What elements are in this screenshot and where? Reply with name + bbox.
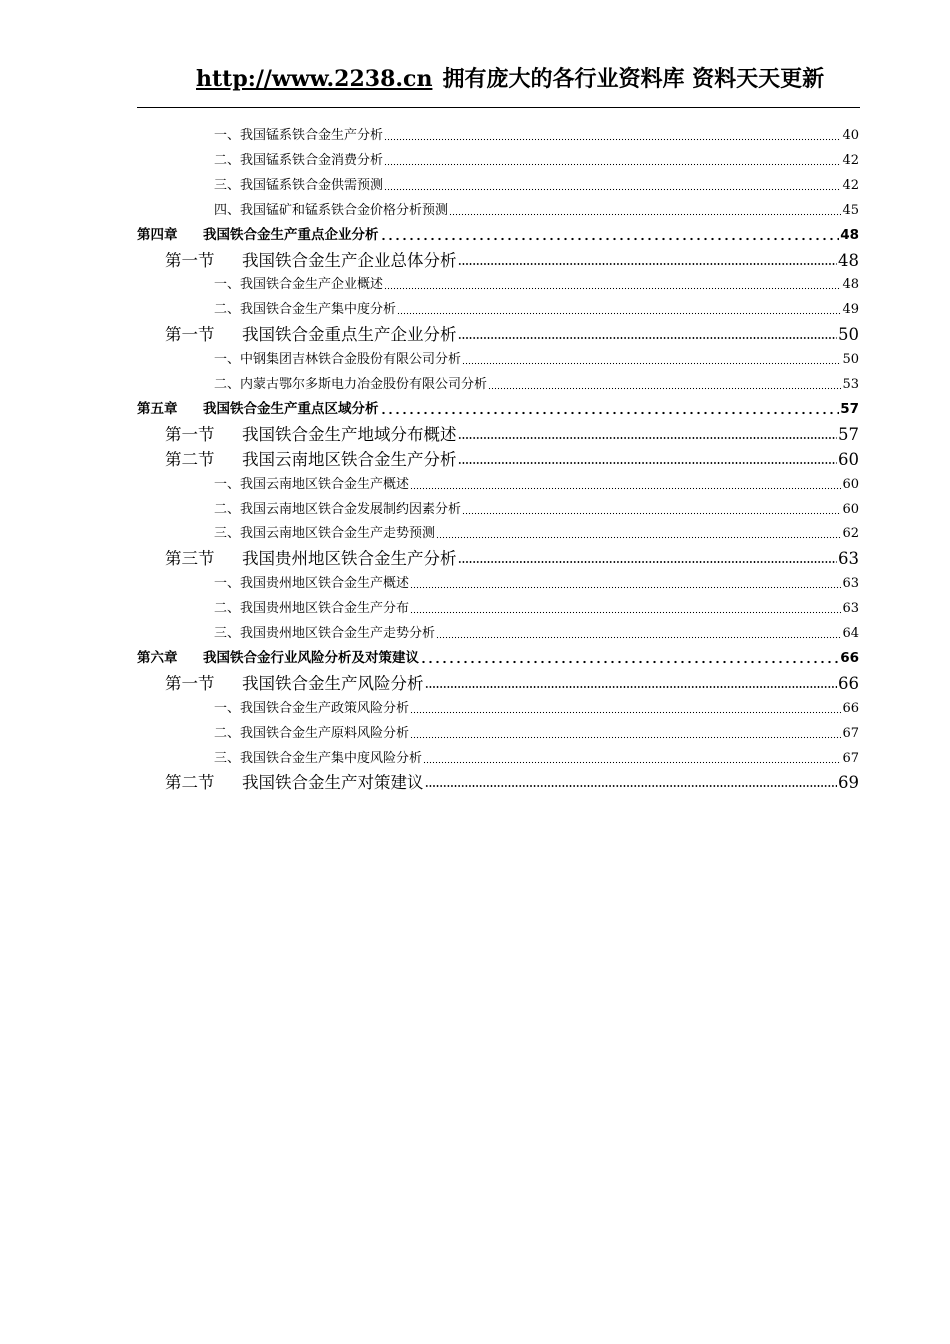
toc-entry-label: 我国贵州地区铁合金生产分析 — [242, 549, 457, 569]
toc-page-number: 42 — [842, 152, 859, 168]
toc-page-number: 64 — [842, 626, 859, 641]
toc-entry-title — [214, 123, 383, 148]
toc-entry-number: 第一节 — [165, 250, 215, 270]
toc-dot-leader — [384, 132, 841, 142]
toc-dot-leader — [458, 456, 838, 466]
toc-page-number: 60 — [838, 449, 859, 469]
toc-entry[interactable] — [165, 671, 859, 696]
toc-entry-label: 我国铁合金生产企业总体分析 — [242, 250, 457, 270]
toc-page-number: 60 — [842, 501, 859, 517]
toc-entry-title — [214, 272, 383, 297]
toc-entry-label: 一、我国云南地区铁合金生产概述 — [214, 476, 410, 492]
toc-entry-label: 我国铁合金重点生产企业分析 — [242, 325, 457, 345]
toc-entry-label: 一、我国铁合金生产企业概述 — [214, 277, 384, 293]
toc-entry[interactable] — [214, 571, 859, 596]
header-divider — [137, 107, 860, 108]
toc-entry-number: 第二节 — [165, 773, 215, 793]
toc-entry-number: 第三节 — [165, 549, 215, 569]
toc-entry-label: 三、我国贵州地区铁合金生产走势分析 — [214, 626, 436, 641]
toc-page-number: 66 — [842, 700, 859, 716]
toc-entry[interactable] — [137, 646, 859, 671]
toc-entry-title — [214, 472, 409, 497]
toc-entry-title — [165, 447, 457, 472]
toc-entry-title — [214, 571, 409, 596]
toc-entry-number: 第一节 — [165, 673, 215, 693]
toc-dot-leader — [436, 630, 841, 640]
toc-dot-leader — [458, 331, 838, 341]
toc-dot-leader — [488, 381, 841, 391]
toc-page-number: 40 — [842, 128, 859, 143]
toc-page-number: 48 — [838, 250, 859, 270]
toc-entry[interactable] — [214, 521, 859, 546]
toc-page-number: 66 — [840, 649, 859, 666]
toc-dot-leader — [425, 680, 838, 690]
toc-page-number: 66 — [838, 673, 859, 693]
toc-page-number: 45 — [842, 202, 859, 218]
toc-entry-title — [214, 721, 409, 746]
toc-entry[interactable] — [214, 596, 859, 621]
toc-entry-number: 第一节 — [165, 424, 215, 444]
toc-entry[interactable] — [214, 347, 859, 372]
toc-page-number: 48 — [842, 277, 859, 293]
toc-entry-title — [214, 746, 422, 771]
toc-entry-label: 二、我国云南地区铁合金发展制约因素分析 — [214, 501, 462, 517]
toc-dot-leader — [410, 705, 841, 715]
toc-entry[interactable] — [214, 497, 859, 522]
toc-entry-label: 一、我国锰系铁合金生产分析 — [214, 128, 384, 143]
toc-dot-leader — [462, 506, 841, 516]
toc-dot-leader — [380, 406, 840, 416]
toc-entry[interactable] — [214, 297, 859, 322]
toc-page-number: 62 — [842, 526, 859, 542]
toc-dot-leader — [410, 580, 841, 590]
toc-entry-label: 三、我国铁合金生产集中度风险分析 — [214, 750, 423, 766]
toc-entry-label: 二、内蒙古鄂尔多斯电力冶金股份有限公司分析 — [214, 377, 488, 392]
toc-page-number: 50 — [838, 325, 859, 345]
toc-page-number: 63 — [838, 549, 859, 569]
toc-dot-leader — [384, 182, 841, 192]
toc-entry[interactable] — [214, 621, 859, 646]
toc-entry-number: 第六章 — [137, 649, 178, 666]
toc-entry-label: 一、我国贵州地区铁合金生产概述 — [214, 576, 410, 592]
toc-entry-label: 二、我国铁合金生产原料风险分析 — [214, 725, 410, 741]
toc-page-number: 57 — [840, 400, 859, 417]
toc-entry-label: 我国铁合金生产重点区域分析 — [203, 400, 379, 417]
toc-dot-leader — [384, 157, 841, 167]
toc-entry-title — [214, 297, 396, 322]
toc-entry[interactable] — [214, 173, 859, 198]
toc-entry[interactable] — [214, 272, 859, 297]
toc-dot-leader — [380, 232, 840, 242]
toc-entry-title — [214, 148, 383, 173]
toc-dot-leader — [410, 605, 841, 615]
toc-entry[interactable] — [165, 422, 859, 447]
toc-dot-leader — [397, 306, 841, 316]
toc-dot-leader — [410, 730, 841, 740]
toc-entry-title — [137, 397, 379, 422]
toc-entry-title — [214, 621, 435, 646]
toc-entry-label: 一、中钢集团吉林铁合金股份有限公司分析 — [214, 352, 462, 368]
toc-dot-leader — [410, 481, 841, 491]
toc-entry-label: 我国云南地区铁合金生产分析 — [242, 449, 457, 469]
header-url[interactable]: http://www.2238.cn — [196, 66, 433, 92]
toc-entry-title — [214, 596, 409, 621]
toc-page-number: 48 — [840, 226, 859, 243]
toc-entry-title — [214, 372, 487, 397]
toc-entry-title — [214, 497, 461, 522]
toc-entry-number: 第一节 — [165, 325, 215, 345]
toc-dot-leader — [436, 530, 841, 540]
toc-entry[interactable] — [214, 148, 859, 173]
toc-dot-leader — [423, 755, 841, 765]
toc-entry[interactable] — [137, 223, 859, 248]
toc-entry-label: 我国铁合金生产风险分析 — [242, 673, 424, 693]
toc-entry-label: 四、我国锰矿和锰系铁合金价格分析预测 — [214, 202, 449, 218]
toc-entry-title — [165, 322, 457, 347]
page-header — [196, 62, 836, 102]
toc-page-number: 69 — [838, 773, 859, 793]
toc-entry-title — [214, 696, 409, 721]
toc-entry-title — [214, 173, 383, 198]
toc-entry[interactable] — [214, 746, 859, 771]
toc-page-number: 50 — [842, 352, 859, 368]
toc-entry-title — [165, 671, 424, 696]
toc-entry-number: 第四章 — [137, 226, 178, 243]
toc-entry[interactable] — [165, 546, 859, 571]
toc-page-number: 67 — [842, 725, 859, 741]
toc-entry-label: 我国铁合金生产对策建议 — [242, 773, 424, 793]
toc-dot-leader — [420, 655, 839, 665]
toc-entry-number: 第二节 — [165, 449, 215, 469]
toc-entry-label: 三、我国锰系铁合金供需预测 — [214, 177, 384, 193]
toc-dot-leader — [458, 555, 838, 565]
toc-entry[interactable] — [165, 322, 859, 347]
toc-dot-leader — [458, 257, 838, 267]
toc-dot-leader — [462, 356, 841, 366]
toc-page-number: 42 — [842, 177, 859, 193]
toc-entry-label: 我国铁合金生产地域分布概述 — [242, 424, 457, 444]
toc-page-number: 49 — [842, 302, 859, 318]
toc-entry-title — [165, 770, 424, 795]
toc-entry[interactable] — [137, 397, 859, 422]
toc-entry-label: 我国铁合金行业风险分析及对策建议 — [203, 649, 419, 666]
toc-dot-leader — [449, 207, 841, 217]
toc-dot-leader — [425, 779, 838, 789]
toc-entry[interactable] — [214, 372, 859, 397]
toc-page-number: 57 — [838, 424, 859, 444]
toc-entry-label: 我国铁合金生产重点企业分析 — [203, 226, 379, 243]
toc-page-number: 67 — [842, 750, 859, 766]
toc-entry[interactable] — [165, 248, 859, 273]
toc-entry-label: 二、我国锰系铁合金消费分析 — [214, 152, 384, 168]
toc-page-number: 60 — [842, 476, 859, 492]
toc-entry-label: 三、我国云南地区铁合金生产走势预测 — [214, 526, 436, 542]
header-slogan: 拥有庞大的各行业资料库 资料天天更新 — [442, 66, 825, 92]
toc-entry-title — [137, 223, 379, 248]
toc-entry[interactable] — [165, 770, 859, 795]
toc-entry-label: 二、我国铁合金生产集中度分析 — [214, 302, 397, 318]
toc-entry-title — [165, 248, 457, 273]
toc-entry-number: 第五章 — [137, 400, 178, 417]
toc-page-number: 63 — [842, 576, 859, 592]
toc-entry-title — [214, 347, 461, 372]
toc-entry-label: 一、我国铁合金生产政策风险分析 — [214, 700, 410, 716]
toc-entry-title — [214, 198, 448, 223]
toc-entry-title — [165, 422, 457, 447]
toc-dot-leader — [458, 431, 838, 441]
toc-page-number: 53 — [842, 377, 859, 392]
toc-entry-title — [137, 646, 419, 671]
toc-page-number: 63 — [842, 601, 859, 617]
toc-entry[interactable] — [165, 447, 859, 472]
toc-entry-title — [165, 546, 457, 571]
toc-dot-leader — [384, 281, 841, 291]
toc-entry[interactable] — [214, 696, 859, 721]
toc-entry[interactable] — [214, 721, 859, 746]
toc-entry-label: 二、我国贵州地区铁合金生产分布 — [214, 601, 410, 617]
toc-entry[interactable] — [214, 123, 859, 148]
toc-entry[interactable] — [214, 472, 859, 497]
toc-entry-title — [214, 521, 435, 546]
toc-entry[interactable] — [214, 198, 859, 223]
